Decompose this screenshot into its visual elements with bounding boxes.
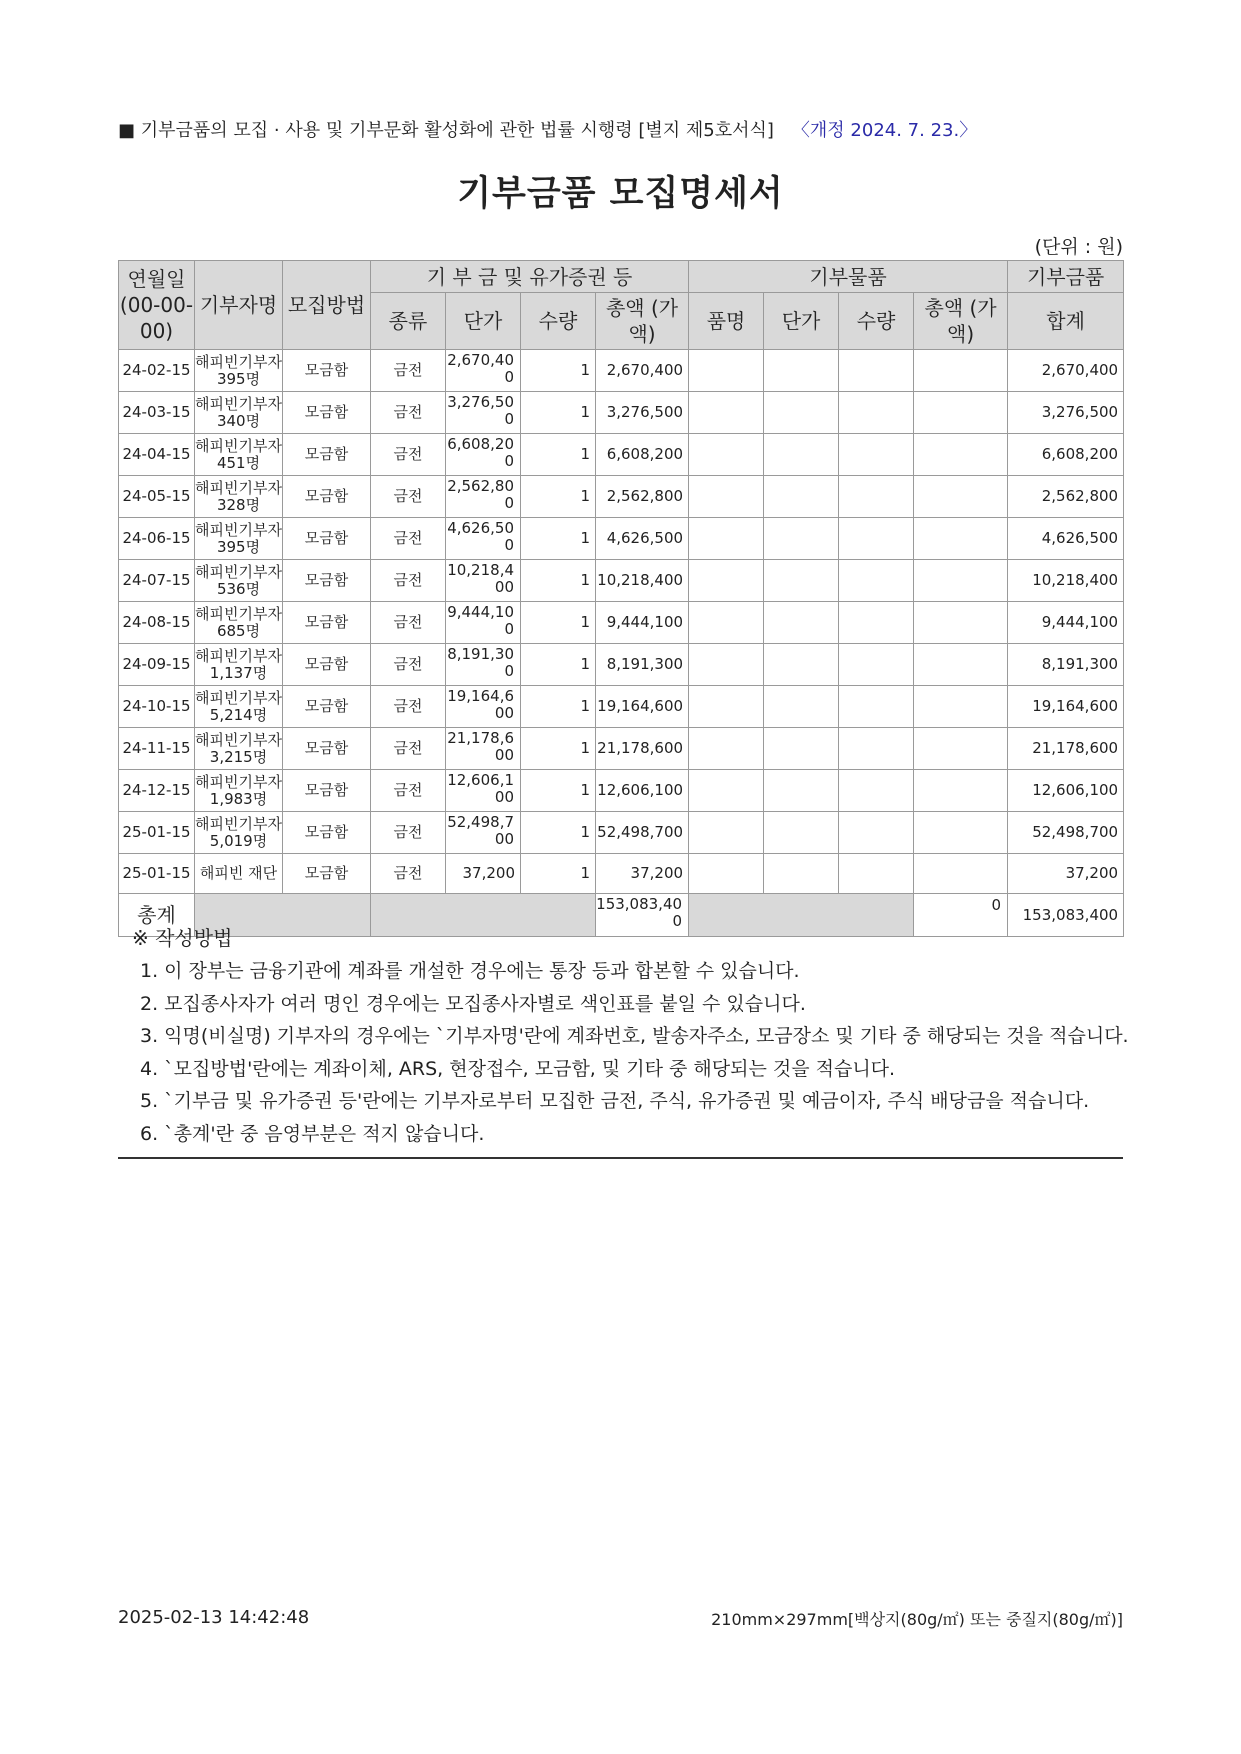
table-row xyxy=(119,392,1124,434)
col-header-unit-price: 단가 xyxy=(446,293,521,350)
cell-donor: 해피빈기부자 1,137명 xyxy=(195,644,283,686)
instruction-item: 5. `기부금 및 유가증권 등'란에는 기부자로부터 모집한 금전, 주식, 유가증권 및 예금이자, 주식 배당금을 적습니다. xyxy=(140,1090,1090,1113)
col-header-method: 모집방법 xyxy=(283,261,371,350)
col-header-goods-qty: 수량 xyxy=(839,293,914,350)
cell-goods-qty xyxy=(839,812,914,854)
donation-table xyxy=(118,260,1124,937)
table-row xyxy=(119,644,1124,686)
cell-total: 4,626,500 xyxy=(1008,518,1124,560)
cell-goods-amount xyxy=(914,560,1008,602)
cell-donor: 해피빈기부자 451명 xyxy=(195,434,283,476)
table-row xyxy=(119,560,1124,602)
cell-unit-price: 4,626,500 xyxy=(446,518,521,560)
cell-goods-item xyxy=(689,560,764,602)
table-row xyxy=(119,350,1124,392)
cell-date: 24-05-15 xyxy=(119,476,195,518)
table-row xyxy=(119,854,1124,894)
unit-label: (단위 : 원) xyxy=(1034,236,1123,258)
cell-qty: 1 xyxy=(521,812,596,854)
cell-goods-amount xyxy=(914,350,1008,392)
cell-goods-item xyxy=(689,602,764,644)
cell-amount: 2,670,400 xyxy=(596,350,689,392)
cell-qty: 1 xyxy=(521,602,596,644)
cell-method: 모금함 xyxy=(283,476,371,518)
cell-amount: 6,608,200 xyxy=(596,434,689,476)
instruction-item: 3. 익명(비실명) 기부자의 경우에는 `기부자명'란에 계좌번호, 발송자주소, 모금장소 및 기타 중 해당되는 것을 적습니다. xyxy=(140,1025,1129,1048)
col-group-money: 기 부 금 및 유가증권 등 xyxy=(371,261,689,293)
cell-goods-amount xyxy=(914,770,1008,812)
cell-goods-amount xyxy=(914,476,1008,518)
cell-total: 6,608,200 xyxy=(1008,434,1124,476)
cell-goods-qty xyxy=(839,518,914,560)
cell-method: 모금함 xyxy=(283,602,371,644)
cell-qty: 1 xyxy=(521,686,596,728)
table-row xyxy=(119,476,1124,518)
cell-unit-price: 2,670,400 xyxy=(446,350,521,392)
cell-method: 모금함 xyxy=(283,434,371,476)
cell-type: 금전 xyxy=(371,854,446,894)
cell-donor: 해피빈기부자 1,983명 xyxy=(195,770,283,812)
instruction-item: 6. `총계'란 중 음영부분은 적지 않습니다. xyxy=(140,1122,485,1145)
cell-amount: 52,498,700 xyxy=(596,812,689,854)
instructions xyxy=(118,922,1129,1159)
col-header-type: 종류 xyxy=(371,293,446,350)
cell-goods-item xyxy=(689,350,764,392)
cell-type: 금전 xyxy=(371,686,446,728)
cell-amount: 2,562,800 xyxy=(596,476,689,518)
cell-method: 모금함 xyxy=(283,350,371,392)
col-header-goods-item: 품명 xyxy=(689,293,764,350)
cell-unit-price: 3,276,500 xyxy=(446,392,521,434)
cell-total: 37,200 xyxy=(1008,854,1124,894)
grand-total: 153,083,400 xyxy=(1008,894,1124,937)
cell-goods-item xyxy=(689,476,764,518)
cell-type: 금전 xyxy=(371,770,446,812)
cell-donor: 해피빈기부자 536명 xyxy=(195,560,283,602)
cell-qty: 1 xyxy=(521,434,596,476)
cell-goods-unit-price xyxy=(764,602,839,644)
cell-qty: 1 xyxy=(521,644,596,686)
cell-method: 모금함 xyxy=(283,560,371,602)
table-row xyxy=(119,518,1124,560)
cell-goods-amount xyxy=(914,602,1008,644)
cell-date: 24-10-15 xyxy=(119,686,195,728)
table-row xyxy=(119,812,1124,854)
cell-goods-unit-price xyxy=(764,728,839,770)
cell-goods-qty xyxy=(839,728,914,770)
cell-unit-price: 37,200 xyxy=(446,854,521,894)
revision-date: 〈개정 2024. 7. 23.〉 xyxy=(791,120,978,141)
cell-donor: 해피빈기부자 685명 xyxy=(195,602,283,644)
total-money-amount: 153,083,400 xyxy=(596,894,689,937)
cell-donor: 해피빈기부자 3,215명 xyxy=(195,728,283,770)
cell-goods-item xyxy=(689,518,764,560)
cell-type: 금전 xyxy=(371,518,446,560)
cell-unit-price: 9,444,100 xyxy=(446,602,521,644)
cell-unit-price: 52,498,700 xyxy=(446,812,521,854)
cell-goods-qty xyxy=(839,770,914,812)
cell-date: 24-12-15 xyxy=(119,770,195,812)
cell-unit-price: 2,562,800 xyxy=(446,476,521,518)
print-timestamp: 2025-02-13 14:42:48 xyxy=(118,1607,310,1628)
cell-type: 금전 xyxy=(371,602,446,644)
cell-goods-unit-price xyxy=(764,434,839,476)
cell-goods-qty xyxy=(839,434,914,476)
cell-unit-price: 21,178,600 xyxy=(446,728,521,770)
cell-total: 12,606,100 xyxy=(1008,770,1124,812)
table-row xyxy=(119,770,1124,812)
cell-type: 금전 xyxy=(371,560,446,602)
cell-date: 25-01-15 xyxy=(119,854,195,894)
cell-qty: 1 xyxy=(521,518,596,560)
cell-goods-unit-price xyxy=(764,644,839,686)
instruction-item: 2. 모집종사자가 여러 명인 경우에는 모집종사자별로 색인표를 붙일 수 있습니다. xyxy=(140,992,806,1015)
cell-type: 금전 xyxy=(371,392,446,434)
cell-type: 금전 xyxy=(371,350,446,392)
col-group-goods: 기부물품 xyxy=(689,261,1008,293)
cell-total: 2,562,800 xyxy=(1008,476,1124,518)
cell-method: 모금함 xyxy=(283,812,371,854)
cell-method: 모금함 xyxy=(283,854,371,894)
cell-amount: 19,164,600 xyxy=(596,686,689,728)
cell-goods-qty xyxy=(839,686,914,728)
cell-goods-amount xyxy=(914,392,1008,434)
cell-goods-item xyxy=(689,434,764,476)
cell-goods-unit-price xyxy=(764,350,839,392)
cell-goods-item xyxy=(689,854,764,894)
cell-date: 24-06-15 xyxy=(119,518,195,560)
cell-amount: 9,444,100 xyxy=(596,602,689,644)
cell-goods-item xyxy=(689,686,764,728)
cell-amount: 21,178,600 xyxy=(596,728,689,770)
cell-method: 모금함 xyxy=(283,686,371,728)
col-header-goods-amount: 총액 (가액) xyxy=(914,293,1008,350)
cell-amount: 3,276,500 xyxy=(596,392,689,434)
cell-method: 모금함 xyxy=(283,644,371,686)
cell-type: 금전 xyxy=(371,728,446,770)
col-header-date: 연월일 (00-00-00) xyxy=(119,261,195,350)
cell-donor: 해피빈기부자 5,019명 xyxy=(195,812,283,854)
cell-goods-qty xyxy=(839,854,914,894)
cell-donor: 해피빈기부자 340명 xyxy=(195,392,283,434)
cell-unit-price: 8,191,300 xyxy=(446,644,521,686)
cell-goods-qty xyxy=(839,476,914,518)
cell-total: 21,178,600 xyxy=(1008,728,1124,770)
cell-goods-amount xyxy=(914,812,1008,854)
cell-date: 24-04-15 xyxy=(119,434,195,476)
cell-date: 24-02-15 xyxy=(119,350,195,392)
cell-qty: 1 xyxy=(521,560,596,602)
col-header-donor: 기부자명 xyxy=(195,261,283,350)
cell-goods-item xyxy=(689,812,764,854)
cell-qty: 1 xyxy=(521,728,596,770)
cell-type: 금전 xyxy=(371,434,446,476)
cell-qty: 1 xyxy=(521,392,596,434)
cell-donor: 해피빈기부자 395명 xyxy=(195,350,283,392)
cell-goods-qty xyxy=(839,392,914,434)
cell-date: 24-08-15 xyxy=(119,602,195,644)
col-group-total: 기부금품 xyxy=(1008,261,1124,293)
cell-goods-amount xyxy=(914,518,1008,560)
cell-unit-price: 12,606,100 xyxy=(446,770,521,812)
col-header-goods-unit-price: 단가 xyxy=(764,293,839,350)
instruction-item: 1. 이 장부는 금융기관에 계좌를 개설한 경우에는 통장 등과 합본할 수 있습니다. xyxy=(140,960,800,982)
cell-qty: 1 xyxy=(521,854,596,894)
instructions-title: ※ 작성방법 xyxy=(132,926,233,950)
cell-goods-unit-price xyxy=(764,560,839,602)
cell-unit-price: 10,218,400 xyxy=(446,560,521,602)
paper-spec: 210mm×297mm[백상지(80g/㎡) 또는 중질지(80g/㎡)] xyxy=(711,1610,1123,1629)
total-label: 총계 xyxy=(119,894,195,937)
cell-method: 모금함 xyxy=(283,770,371,812)
cell-goods-qty xyxy=(839,602,914,644)
cell-date: 25-01-15 xyxy=(119,812,195,854)
cell-goods-amount xyxy=(914,728,1008,770)
cell-type: 금전 xyxy=(371,644,446,686)
table-row xyxy=(119,602,1124,644)
cell-date: 24-09-15 xyxy=(119,644,195,686)
cell-donor: 해피빈기부자 328명 xyxy=(195,476,283,518)
cell-donor: 해피빈기부자 5,214명 xyxy=(195,686,283,728)
cell-goods-unit-price xyxy=(764,686,839,728)
cell-method: 모금함 xyxy=(283,518,371,560)
table-row xyxy=(119,728,1124,770)
form-reference xyxy=(118,116,977,142)
cell-qty: 1 xyxy=(521,770,596,812)
cell-goods-item xyxy=(689,770,764,812)
cell-total: 8,191,300 xyxy=(1008,644,1124,686)
cell-goods-amount xyxy=(914,854,1008,894)
cell-goods-unit-price xyxy=(764,770,839,812)
cell-goods-amount xyxy=(914,434,1008,476)
cell-total: 19,164,600 xyxy=(1008,686,1124,728)
cell-goods-item xyxy=(689,728,764,770)
cell-donor: 해피빈기부자 395명 xyxy=(195,518,283,560)
col-header-amount: 총액 (가액) xyxy=(596,293,689,350)
cell-goods-item xyxy=(689,392,764,434)
cell-goods-unit-price xyxy=(764,518,839,560)
cell-total: 3,276,500 xyxy=(1008,392,1124,434)
form-label: ■ 기부금품의 모집 · 사용 및 기부문화 활성화에 관한 법률 시행령 [별지 제5호서식] xyxy=(118,120,774,141)
cell-unit-price: 19,164,600 xyxy=(446,686,521,728)
cell-date: 24-07-15 xyxy=(119,560,195,602)
cell-method: 모금함 xyxy=(283,392,371,434)
cell-date: 24-03-15 xyxy=(119,392,195,434)
col-header-sum: 합계 xyxy=(1008,293,1124,350)
cell-goods-qty xyxy=(839,644,914,686)
cell-goods-item xyxy=(689,644,764,686)
cell-type: 금전 xyxy=(371,812,446,854)
cell-method: 모금함 xyxy=(283,728,371,770)
cell-goods-amount xyxy=(914,644,1008,686)
cell-type: 금전 xyxy=(371,476,446,518)
cell-donor: 해피빈 재단 xyxy=(195,854,283,894)
col-header-qty: 수량 xyxy=(521,293,596,350)
cell-goods-qty xyxy=(839,350,914,392)
cell-amount: 4,626,500 xyxy=(596,518,689,560)
cell-total: 2,670,400 xyxy=(1008,350,1124,392)
table-row xyxy=(119,686,1124,728)
cell-total: 9,444,100 xyxy=(1008,602,1124,644)
page-title: 기부금품 모집명세서 xyxy=(457,174,784,214)
cell-amount: 37,200 xyxy=(596,854,689,894)
cell-goods-unit-price xyxy=(764,392,839,434)
cell-goods-unit-price xyxy=(764,854,839,894)
cell-qty: 1 xyxy=(521,476,596,518)
total-goods-amount: 0 xyxy=(914,894,1008,937)
cell-unit-price: 6,608,200 xyxy=(446,434,521,476)
cell-amount: 10,218,400 xyxy=(596,560,689,602)
instruction-item: 4. `모집방법'란에는 계좌이체, ARS, 현장접수, 모금함, 및 기타 중 해당되는 것을 적습니다. xyxy=(140,1057,896,1080)
cell-goods-unit-price xyxy=(764,476,839,518)
cell-date: 24-11-15 xyxy=(119,728,195,770)
cell-total: 52,498,700 xyxy=(1008,812,1124,854)
cell-goods-unit-price xyxy=(764,812,839,854)
table-row xyxy=(119,434,1124,476)
cell-total: 10,218,400 xyxy=(1008,560,1124,602)
cell-goods-amount xyxy=(914,686,1008,728)
cell-amount: 8,191,300 xyxy=(596,644,689,686)
cell-qty: 1 xyxy=(521,350,596,392)
cell-amount: 12,606,100 xyxy=(596,770,689,812)
cell-goods-qty xyxy=(839,560,914,602)
